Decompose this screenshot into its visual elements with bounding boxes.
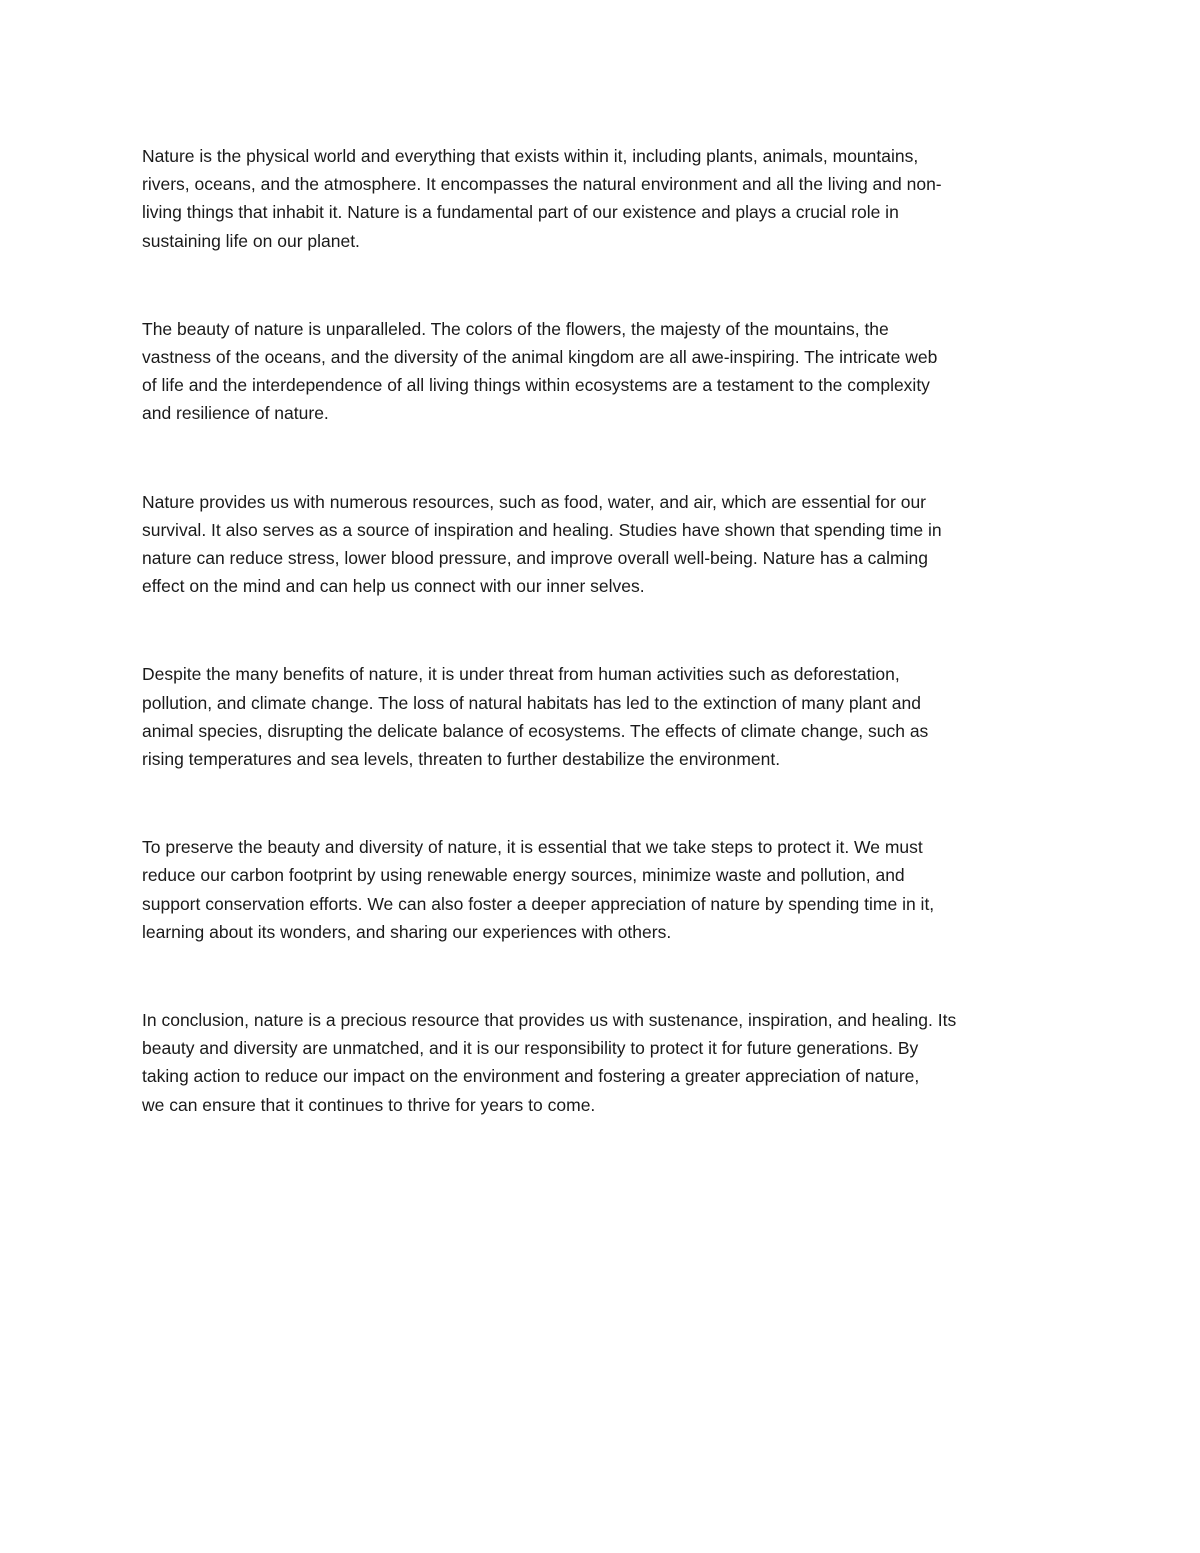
text-line: animal species, disrupting the delicate balance of ecosystems. The effects of climate change, such as (142, 720, 929, 741)
text-line: support conservation efforts. We can also foster a deeper appreciation of nature by spending time in it, (142, 893, 935, 914)
text-line: To preserve the beauty and diversity of nature, it is essential that we take steps to protect it. We must (142, 837, 923, 858)
text-line: we can ensure that it continues to thrive for years to come. (142, 1094, 596, 1115)
text-line: pollution, and climate change. The loss of natural habitats has led to the extinction of many plant and (142, 692, 921, 713)
paragraph-3 (142, 488, 1062, 601)
text-line: rising temperatures and sea levels, threaten to further destabilize the environment. (142, 749, 781, 770)
text-line: living things that inhabit it. Nature is a fundamental part of our existence and plays a crucial role in (142, 202, 899, 223)
paragraph-5 (142, 833, 1062, 946)
text-line: beauty and diversity are unmatched, and it is our responsibility to protect it for future generations. By (142, 1038, 919, 1059)
paragraph-2 (142, 315, 1062, 428)
text-line: vastness of the oceans, and the diversity of the animal kingdom are all awe-inspiring. The intricate web (142, 347, 938, 368)
text-line: learning about its wonders, and sharing our experiences with others. (142, 921, 672, 942)
paragraph-6 (142, 1006, 1062, 1119)
text-line: survival. It also serves as a source of inspiration and healing. Studies have shown that spending time in (142, 519, 942, 540)
text-line: Despite the many benefits of nature, it is under threat from human activities such as deforestation, (142, 664, 900, 685)
paragraph-4 (142, 660, 1062, 773)
text-line: effect on the mind and can help us connect with our inner selves. (142, 576, 645, 597)
text-line: Nature is the physical world and everything that exists within it, including plants, animals, mountains, (142, 146, 919, 166)
text-line: The beauty of nature is unparalleled. The colors of the flowers, the majesty of the mountains, the (142, 318, 889, 339)
text-line: taking action to reduce our impact on the environment and fostering a greater appreciation of nature, (142, 1066, 920, 1087)
paragraph-1 (142, 142, 1062, 255)
text-line: In conclusion, nature is a precious resource that provides us with sustenance, inspiration, and healing. Its (142, 1010, 957, 1031)
document-body (142, 142, 1062, 1179)
text-line: sustaining life on our planet. (142, 230, 360, 251)
text-line: and resilience of nature. (142, 403, 329, 424)
text-line: reduce our carbon footprint by using renewable energy sources, minimize waste and pollution, and (142, 865, 905, 886)
text-line: rivers, oceans, and the atmosphere. It encompasses the natural environment and all the living and non- (142, 174, 942, 195)
text-line: of life and the interdependence of all living things within ecosystems are a testament to the complexity (142, 375, 930, 396)
text-line: nature can reduce stress, lower blood pressure, and improve overall well-being. Nature has a calming (142, 548, 928, 569)
text-line: Nature provides us with numerous resources, such as food, water, and air, which are essential for our (142, 491, 927, 512)
